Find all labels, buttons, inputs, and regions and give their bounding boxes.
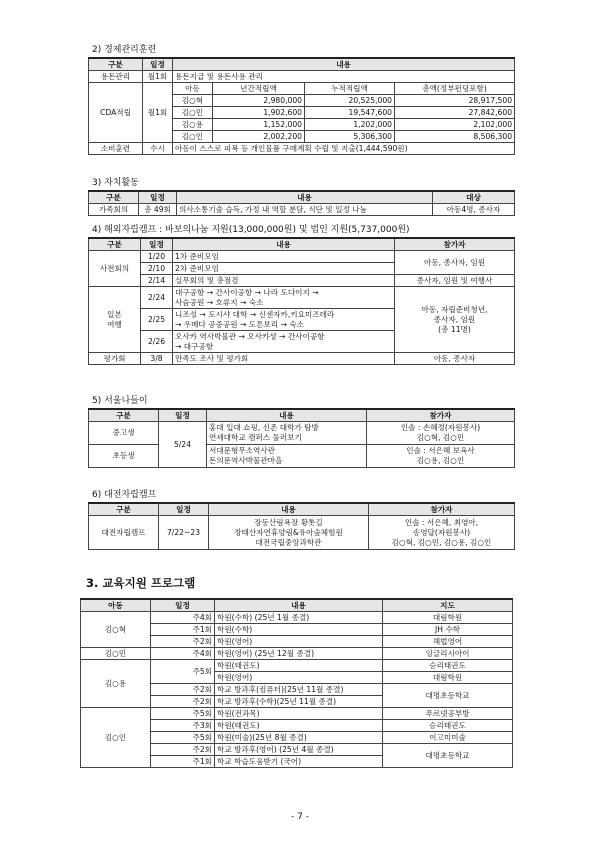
- daejeon-camp-table: 구분 일정 내용 참가자 대전자립캠프 7/22~23 장동산림욕장 황톳길 장태산자연휴양림&유아숲체험원 대전국립중앙과학관 인솔 : 서은혜, 최영아, 송영달(자원봉사) 김○혁, 김○민, 김○용, 김○인: [88, 502, 515, 550]
- overseas-camp-table: 구분 일정 내용 참가자 사전회의 1/20 1차 준비모임 아동, 종사자, 임원 2/10 2차 준비모임 2/14 실무회의 및 총점검 종사자, 임원 및 여행사 일본 여행 2/24 대구공항 → 간사이공항 → 나라 도다이지 → 사슴공원 → 호류지 → 숙소 아동, 자립준비청년, 종사자, 임원 (총 11명) 2/25 니조성 → 도시샤 대학 → 신센자카,키요미즈데라 → 우메다 공중공원 → 도톤보리 → 숙소 2/26 오사카 역사박물관 → 오사카성 → 간사이공항 → 대구공항 평가회 3/8 만족도 조사 및 평가회 아동, 종사자: [88, 237, 515, 365]
- table-row: 주2회 학교 방과후(영어) (25년 4월 종결) 대명초등학교: [81, 744, 513, 756]
- table-row: 중고생 5/24 홍대 입대 쇼핑, 신촌 대학가 탐방 연세대학교 캠퍼스 둘러보기 인솔 : 손혜정(자원봉사) 김○혁, 김○민: [89, 422, 515, 445]
- table-row: 주2회 학원(영어) 해법영어: [81, 636, 513, 648]
- table-row: 주1회 학원(수학) JH 수학: [81, 624, 513, 636]
- section-title-overseas-camp: 4) 해외자립캠프 : 바보의나눔 지원(13,000,000원) 및 법인 지원(5,737,000원): [92, 225, 410, 235]
- section-title-seoul-trip: 5) 서울나들이: [92, 396, 148, 406]
- section-title-economy: 2) 경제관리훈련: [92, 45, 157, 55]
- table-row: 김○인 주5회 학원(전과목) 푸르넷공부방: [81, 708, 513, 720]
- section-title-self-governance: 3) 자치활동: [92, 178, 139, 188]
- table-row: 김○인 2,002,200 5,306,300 8,506,300: [89, 131, 515, 143]
- table-row: 주1회 학교 학습도움받기 (국어): [81, 756, 513, 768]
- seoul-trip-table: 구분 일정 내용 참가자 중고생 5/24 홍대 입대 쇼핑, 신촌 대학가 탐방 연세대학교 캠퍼스 둘러보기 인솔 : 손혜정(자원봉사) 김○혁, 김○민 초등생 서대문형무소역사관 돈의문역사박물관마을 인솔 : 서은혜 보육사 김○용, 김○인: [88, 408, 515, 468]
- table-row: 대전자립캠프 7/22~23 장동산림욕장 황톳길 장태산자연휴양림&유아숲체험원 대전국립중앙과학관 인솔 : 서은혜, 최영아, 송영달(자원봉사) 김○혁, 김○민, 김○용, 김○인: [89, 516, 515, 550]
- education-table: 아동 일정 내용 지도 김○혁 주4회 학원(수학) (25년 1월 종결) 대림학원 주1회 학원(수학) JH 수학 주2회 학원(영어) 해법영어 김○민 주4회 학원(영어) (25년 12월 종결) 잉글리시아이 김○용 주5회 학원(태권도) 승리태권도 학원(영어) 대림학원 주2회 학교 방과후(컴퓨터)(25년 11월 종결) 대명초등학교 주2회 학교 방과후(수학)(25년 11월 종결) 김○인 주5회 학원(전과목) 푸르넷공부방 주3회 학원(태권도) 승리태권도 주5회 학원(미술)(25년 8월 종결) 이고미미술 주2회 학교 방과후(영어) (25년 4월 종결) 대명초등학교 주1회 학교 학습도움받기 (국어): [80, 598, 513, 768]
- table-row: 김○민 주4회 학원(영어) (25년 12월 종결) 잉글리시아이: [81, 648, 513, 660]
- economy-table: 구분 일정 내용 용돈관리 월1회 용돈지급 및 용돈사용 관리 CDA적립 월1회 아동 년간적립액 누적적립액 총액(정부펀딩포함) 김○혁 2,980,000 20,525,000 28,917,500 김○민 1,902,600 19,547,600 27,842,600 김○용 1,152,000 1,202,000 2,102,000 김○인 2,002,200 5,306,300 8,506,300 소비훈련 수시 아동이 스스로 피복 등 개인물품 구매계획 수립 및 지출(1,444,590원): [88, 57, 515, 155]
- table-row: 김○용 1,152,000 1,202,000 2,102,000: [89, 119, 515, 131]
- table-row: 김○혁 주4회 학원(수학) (25년 1월 종결) 대림학원: [81, 612, 513, 624]
- table-row: 김○혁 2,980,000 20,525,000 28,917,500: [89, 95, 515, 107]
- table-row: 주5회 학원(미술)(25년 8월 종결) 이고미미술: [81, 732, 513, 744]
- table-row: 학원(영어) 대림학원: [81, 672, 513, 684]
- table-row: 김○민 1,902,600 19,547,600 27,842,600: [89, 107, 515, 119]
- table-row: 초등생 서대문형무소역사관 돈의문역사박물관마을 인솔 : 서은혜 보육사 김○용, 김○인: [89, 445, 515, 468]
- table-row: 가족회의 총 49회 의사소통기술 습득, 가정 내 역할 분담, 식단 및 일정 나눔 아동4명, 종사자: [89, 204, 515, 216]
- table-row: 주3회 학원(태권도) 승리태권도: [81, 720, 513, 732]
- table-row: 주2회 학교 방과후(컴퓨터)(25년 11월 종결) 대명초등학교: [81, 684, 513, 696]
- section-title-education: 3. 교육지원 프로그램: [86, 576, 196, 590]
- page-number: - 7 -: [291, 812, 309, 822]
- section-title-daejeon-camp: 6) 대전자립캠프: [92, 490, 157, 500]
- self-governance-table: 구분 일정 내용 대상 가족회의 총 49회 의사소통기술 습득, 가정 내 역할 분담, 식단 및 일정 나눔 아동4명, 종사자: [88, 190, 515, 216]
- table-row: 주2회 학교 방과후(수학)(25년 11월 종결): [81, 696, 513, 708]
- table-row: 김○용 주5회 학원(태권도) 승리태권도: [81, 660, 513, 672]
